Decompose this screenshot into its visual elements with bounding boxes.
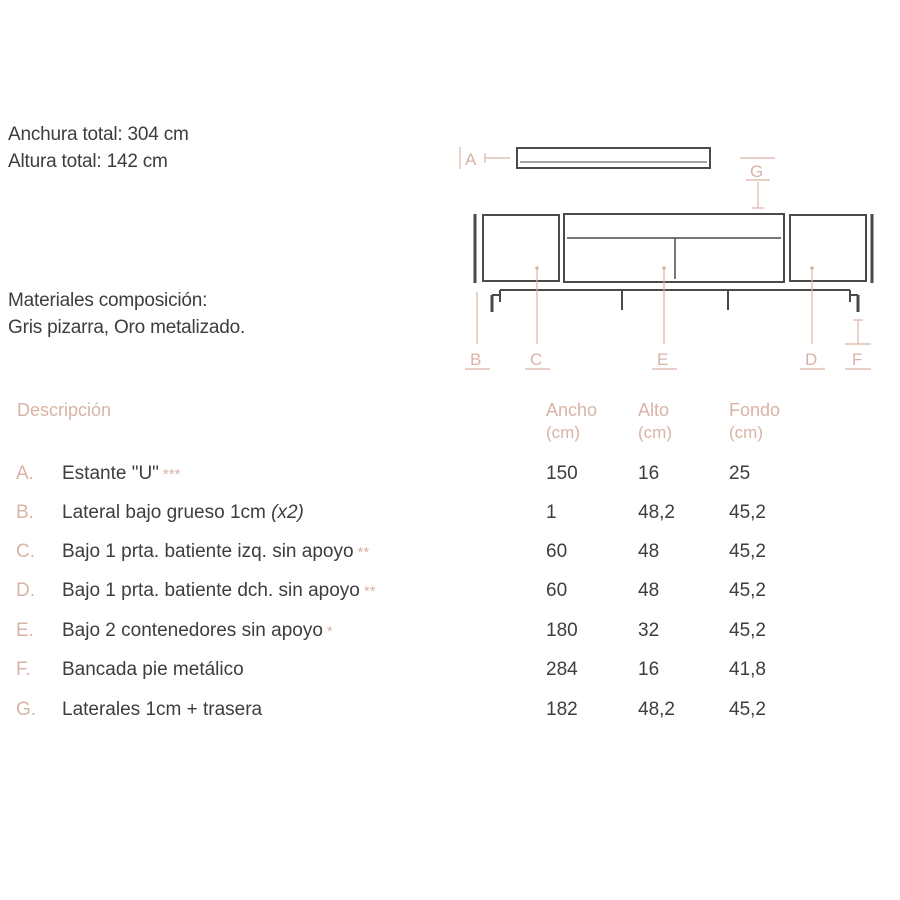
row-letter: C. [16,541,35,562]
table-row [0,461,900,500]
row-stars: * [326,623,333,640]
label-f: F [852,350,863,369]
row-fondo: 45,2 [729,620,766,641]
marker-dot-c [535,266,539,270]
materials-block [8,287,245,341]
row-desc-text: Lateral bajo grueso 1cm [62,502,272,523]
row-description [62,500,304,526]
row-fondo: 45,2 [729,699,766,720]
row-alto: 48 [638,580,660,601]
table-header [0,398,900,450]
row-fondo: 45,2 [729,502,766,523]
row-desc-text: Bajo 1 prta. batiente dch. sin apoyo [62,580,360,601]
total-width: Anchura total: 304 cm [8,124,189,145]
row-alto: 48 [638,541,660,562]
row-desc-text: Bajo 1 prta. batiente izq. sin apoyo [62,541,354,562]
label-c: C [530,350,543,369]
row-ancho: 180 [546,620,578,641]
row-letter: E. [16,620,34,641]
row-ancho: 1 [546,502,557,523]
label-d: D [805,350,818,369]
row-alto: 16 [638,659,660,680]
row-fondo: 41,8 [729,659,766,680]
table-row [0,500,900,539]
row-description [62,578,376,605]
header-fondo-unit: (cm) [729,423,763,442]
row-stars: ** [363,583,376,600]
materials-value: Gris pizarra, Oro metalizado. [8,317,246,338]
dimension-markers [460,147,871,369]
row-letter: G. [16,699,37,720]
row-description [62,657,244,683]
row-description [62,539,369,566]
row-ancho: 284 [546,659,578,680]
header-description: Descripción [17,400,112,420]
row-alto: 48,2 [638,502,675,523]
cabinet-right [790,215,866,281]
row-desc-text: Laterales 1cm + trasera [62,699,263,720]
row-ancho: 150 [546,463,578,484]
row-ancho: 60 [546,541,568,562]
header-ancho-label: Ancho [546,400,598,420]
row-letter: B. [16,502,34,523]
table-row [0,657,900,696]
table-row [0,539,900,578]
label-e: E [657,350,669,369]
shelf-u-drawing [517,148,710,168]
row-description [62,461,180,488]
cabinet-center [564,214,784,282]
row-description [62,697,262,723]
row-note: (x2) [271,502,304,523]
header-fondo-label: Fondo [729,400,781,420]
total-height: Altura total: 142 cm [8,151,168,172]
marker-dot-d [810,266,814,270]
marker-dot-e [662,266,666,270]
metal-bench-base [492,290,858,312]
row-ancho: 60 [546,580,568,601]
row-description [62,618,333,645]
row-letter: D. [16,580,35,601]
row-stars: *** [162,466,181,483]
row-desc-text: Bajo 2 contenedores sin apoyo [62,620,323,641]
materials-title: Materiales composición: [8,290,208,311]
row-letter: A. [16,463,34,484]
row-fondo: 45,2 [729,541,766,562]
table-row [0,697,900,736]
row-alto: 16 [638,463,660,484]
label-b: B [470,350,482,369]
row-desc-text: Bancada pie metálico [62,659,244,680]
row-stars: ** [357,544,370,561]
label-g: G [750,162,764,181]
total-dimensions [8,121,189,175]
cabinet-left [483,215,559,281]
furniture-diagram [450,140,880,380]
header-ancho-unit: (cm) [546,423,580,442]
header-alto-label: Alto [638,400,670,420]
header-alto [638,398,672,444]
row-desc-text: Estante "U" [62,463,159,484]
header-ancho [546,398,597,444]
table-row [0,618,900,657]
header-alto-unit: (cm) [638,423,672,442]
header-fondo [729,398,780,444]
row-alto: 32 [638,620,660,641]
table-row [0,578,900,617]
row-fondo: 45,2 [729,580,766,601]
row-fondo: 25 [729,463,751,484]
row-alto: 48,2 [638,699,675,720]
label-a: A [465,150,477,169]
row-letter: F. [16,659,31,680]
row-ancho: 182 [546,699,578,720]
